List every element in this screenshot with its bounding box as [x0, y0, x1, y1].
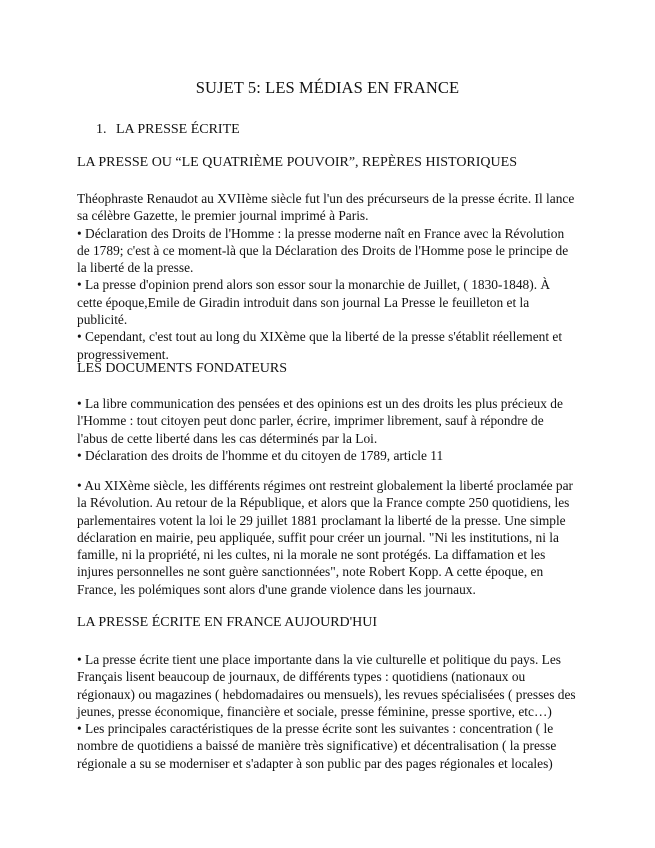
- bullet-paragraph: • Cependant, c'est tout au long du XIXème que la liberté de la presse s'établit réellement et progressivement.: [77, 329, 563, 362]
- bullet-paragraph: • Les principales caractéristiques de la presse écrite sont les suivantes : concentration ( le nombre de quotidiens a baissé de manière très significative) et décentralisation ( la presse régionale a su se moderniser et s'adapter à son public par des pages régionales et locales): [77, 721, 557, 771]
- heading-historique: LA PRESSE OU “LE QUATRIÈME POUVOIR”, REPÈRES HISTORIQUES: [77, 155, 517, 170]
- paragraph-block-historique: [77, 190, 577, 363]
- bullet-paragraph: • Déclaration des droits de l'homme et du citoyen de 1789, article 11: [77, 447, 444, 463]
- bullet-paragraph: • La presse écrite tient une place importante dans la vie culturelle et politique du pays. Les Français lisent beaucoup de journaux, de différents types : quotidiens (nationaux ou régionaux) ou magazines ( hebdomadaires ou mensuels), les revues spécialisées ( presses des jeunes, presse économique, financière et sociale, presse féminine, presse sportive, etc…): [77, 652, 576, 719]
- paragraph: Théophraste Renaudot au XVIIème siècle fut l'un des précurseurs de la presse écrite. Il lance sa célèbre Gazette, le premier journal imprimé à Paris.: [77, 191, 575, 224]
- bullet-paragraph: • La presse d'opinion prend alors son essor sour la monarchie de Juillet, ( 1830-1848). À cette époque,Emile de Giradin introduit dans son journal La Presse le feuilleton et la publicité.: [77, 277, 551, 328]
- section-label: LA PRESSE ÉCRITE: [116, 122, 240, 137]
- heading-presse-aujourdhui: LA PRESSE ÉCRITE EN FRANCE AUJOURD'HUI: [77, 615, 378, 630]
- bullet-paragraph: • Déclaration des Droits de l'Homme : la presse moderne naît en France avec la Révolution de 1789; c'est à ce moment-là que la Déclaration des Droits de l'Homme pose le principe de la liberté de la presse.: [77, 225, 569, 276]
- bullet-paragraph: • Au XIXème siècle, les différents régimes ont restreint globalement la liberté proclamée par la Révolution. Au retour de la République, et alors que la France compte 250 quotidiens, les parlementaires votent la loi le 29 juillet 1881 proclamant la liberté de la presse. Une simple déclaration en mairie, peu appliquée, suffit pour créer un journal. "Ni les institutions, ni la famille, ni la propriété, ni les cultes, ni la morale ne sont protégés. La diffamation et les injures personnelles ne sont guère sanctionnées", note Robert Kopp. A cette époque, en France, les polémiques sont alors d'une grande violence dans les journaux.: [77, 478, 573, 597]
- paragraph-block-fondateurs: [77, 395, 577, 464]
- page-title: SUJET 5: LES MÉDIAS EN FRANCE: [195, 78, 460, 97]
- bullet-paragraph: • La libre communication des pensées et des opinions est un des droits les plus précieux de l'Homme : tout citoyen peut donc parler, écrire, imprimer librement, sauf à répondre de l'abus de cette liberté dans les cas déterminés par la Loi.: [77, 396, 563, 446]
- heading-documents-fondateurs: LES DOCUMENTS FONDATEURS: [77, 361, 288, 376]
- paragraph-block-aujourdhui: [77, 651, 577, 772]
- section-number: 1.: [96, 122, 107, 137]
- section-heading: [96, 122, 240, 138]
- paragraph-block-xixe: [77, 477, 577, 598]
